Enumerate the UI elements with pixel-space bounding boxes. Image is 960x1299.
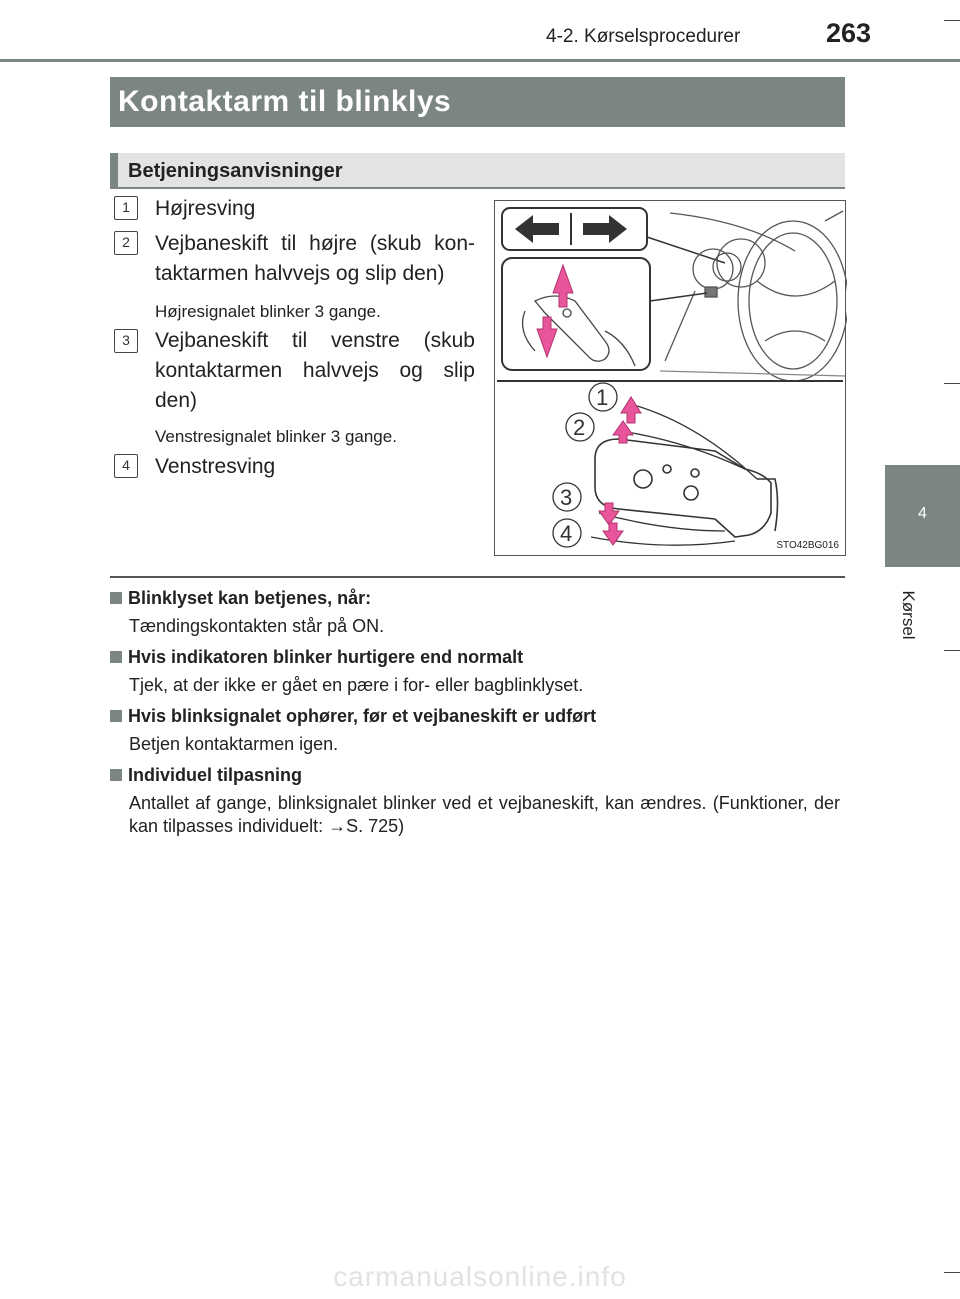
item-note: Højresignalet blinker 3 gange. <box>155 302 381 321</box>
item-text: Vejbaneskift til højre (skub kon-taktarmen halvvejs og slip den) <box>155 232 475 285</box>
chapter-label-text: Kørsel <box>899 590 918 640</box>
lever-drawing <box>495 201 847 557</box>
figure-code: STO42BG016 <box>776 540 839 551</box>
item-text: Højresving <box>155 197 256 220</box>
info-heading: Individuel tilpasning <box>110 765 302 786</box>
callout-2: 2 <box>573 415 586 440</box>
info-heading: Hvis blinksignalet ophører, før et vejbaneskift er udført <box>110 706 596 727</box>
crop-mark <box>944 650 960 651</box>
chapter-number: 4 <box>918 505 927 522</box>
subheading-text: Betjeningsanvisninger <box>128 160 343 182</box>
section-subheading <box>110 153 845 189</box>
item-text: Vejbaneskift til venstre (skub kontaktarmen halvvejs og slip den) <box>155 329 475 412</box>
item-number-badge: 1 <box>114 196 138 220</box>
crop-mark <box>944 383 960 384</box>
info-heading: Hvis indikatoren blinker hurtigere end normalt <box>110 647 523 668</box>
page-title: Kontaktarm til blinklys <box>118 85 452 118</box>
info-body: Antallet af gange, blinksignalet blinker ved et vejbaneskift, kan ændres. (Funktioner, der kan tilpasses individuelt: →S. 725) <box>129 793 840 836</box>
chapter-label <box>898 580 918 650</box>
info-heading: Blinklyset kan betjenes, når: <box>110 588 371 609</box>
callout-3: 3 <box>560 485 573 510</box>
page-number: 263 <box>826 18 872 48</box>
chapter-tab <box>885 465 960 567</box>
item-number-badge: 4 <box>114 454 138 478</box>
callout-1: 1 <box>596 385 609 410</box>
lever-detail <box>595 439 778 537</box>
section-divider <box>110 576 845 578</box>
bullet-square-icon <box>110 769 122 781</box>
bullet-square-icon <box>110 710 122 722</box>
item-number-badge: 2 <box>114 231 138 255</box>
callout-4: 4 <box>560 521 573 546</box>
info-body: Tændingskontakten står på ON. <box>129 616 385 636</box>
item-note: Venstresignalet blinker 3 gange. <box>155 427 397 446</box>
turn-signal-lever-illustration <box>494 200 846 556</box>
item-text: Venstresving <box>155 455 276 478</box>
bullet-square-icon <box>110 651 122 663</box>
header-section-title: 4-2. Kørselsprocedurer <box>546 26 741 47</box>
info-body: Tjek, at der ikke er gået en pære i for- eller bagblinklyset. <box>129 675 584 695</box>
watermark: carmanualsonline.info <box>333 1261 627 1292</box>
bullet-square-icon <box>110 592 122 604</box>
crop-mark <box>944 20 960 21</box>
item-number-badge: 3 <box>114 329 138 353</box>
arrow-right-turn-icon <box>621 397 641 423</box>
header-rule <box>0 59 960 62</box>
page-title-bar <box>110 77 845 127</box>
info-body: Betjen kontaktarmen igen. <box>129 734 339 754</box>
